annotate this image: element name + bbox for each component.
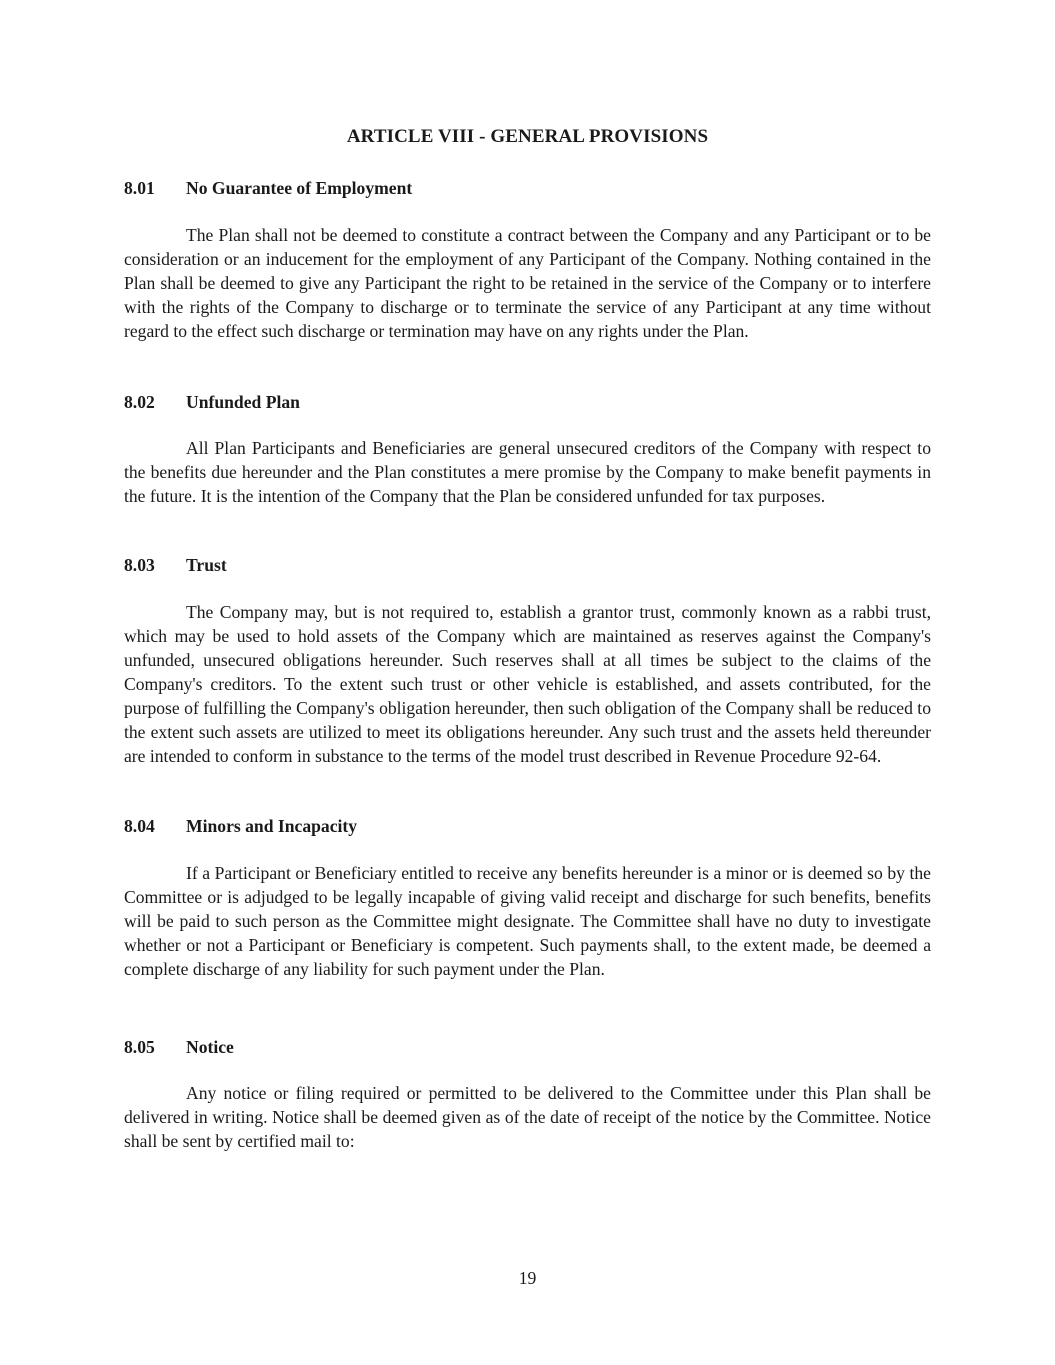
page-number: 19	[518, 1268, 537, 1288]
article-title: ARTICLE VIII - GENERAL PROVISIONS	[346, 126, 709, 147]
section-title: Trust	[186, 555, 227, 575]
section-number: 8.01	[124, 178, 155, 198]
section-title: No Guarantee of Employment	[186, 178, 413, 198]
section-number: 8.02	[124, 392, 155, 412]
section-title: Notice	[186, 1037, 234, 1057]
section-number: 8.03	[124, 555, 155, 575]
section-number: 8.05	[124, 1037, 155, 1057]
section-body-8-04: If a Participant or Beneficiary entitled to receive any benefits hereunder is a minor or is deemed so by the Committee or is adjudged to be legally incapable of giving valid receipt and discharge for such benefits, benefits will be paid to such person as the Committee might designate. The Committee shall have no duty to investigate whether or not a Participant or Beneficiary is competent. Such payments shall, to the extent made, be deemed a complete discharge of any liability for such payment under the Plan.	[124, 863, 931, 979]
section-body-8-02: All Plan Participants and Beneficiaries are general unsecured creditors of the Company with respect to the benefits due hereunder and the Plan constitutes a mere promise by the Company to make benefit payments in the future. It is the intention of the Company that the Plan be considered unfunded for tax purposes.	[124, 438, 931, 506]
section-body-8-05: Any notice or filing required or permitted to be delivered to the Committee under this Plan shall be delivered in writing. Notice shall be deemed given as of the date of receipt of the notice by the Committee. Notice shall be sent by certified mail to:	[124, 1083, 931, 1151]
section-number: 8.04	[124, 816, 155, 836]
section-body-8-03: The Company may, but is not required to, establish a grantor trust, commonly known as a rabbi trust, which may be used to hold assets of the Company which are maintained as reserves against the Company's unfunded, unsecured obligations hereunder. Such reserves shall at all times be subject to the claims of the Company's creditors. To the extent such trust or other vehicle is established, and assets contributed, for the purpose of fulfilling the Company's obligation hereunder, then such obligation of the Company shall be reduced to the extent such assets are utilized to meet its obligations hereunder. Any such trust and the assets held thereunder are intended to conform in substance to the terms of the model trust described in Revenue Procedure 92-64.	[124, 602, 931, 766]
section-heading-8-04	[124, 816, 357, 837]
section-title: Minors and Incapacity	[186, 816, 358, 836]
section-heading-8-01	[124, 178, 412, 199]
section-heading-8-03	[124, 555, 227, 576]
section-heading-8-05	[124, 1037, 234, 1058]
section-title: Unfunded Plan	[186, 392, 300, 412]
section-heading-8-02	[124, 392, 300, 413]
section-body-8-01: The Plan shall not be deemed to constitute a contract between the Company and any Participant or to be consideration or an inducement for the employment of any Participant of the Company. Nothing contained in the Plan shall be deemed to give any Participant the right to be retained in the service of the Company or to interfere with the rights of the Company to discharge or to terminate the service of any Participant at any time without regard to the effect such discharge or termination may have on any rights under the Plan.	[124, 225, 931, 341]
